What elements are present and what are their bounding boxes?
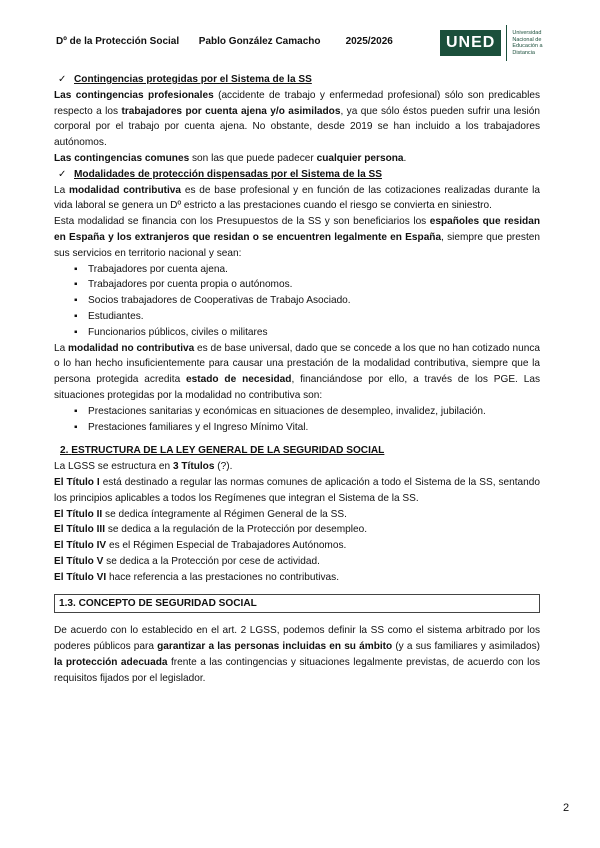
section-heading-concepto: 1.3. CONCEPTO DE SEGURIDAD SOCIAL	[54, 594, 540, 614]
paragraph-concepto: De acuerdo con lo establecido en el art. 2 LGSS, podemos definir la SS como el sistema arbitrado por los poderes públicos para garantizar a las personas incluidas en su ámbito (y a sus familiares y asimilados) la protección adecuada frente a las contingencias y situaciones legalmente previstas, de acuerdo con los requisitos fijados por el legislador.	[54, 625, 540, 684]
paragraph-modalidad-no-contributiva: La modalidad no contributiva es de base universal, dado que se concede a los que no han cotizado nunca o lo han hecho insuficientemente para causar una prestación de la modalidad contributiva, siempre que la persona protegida acredita estado de necesidad, financiándose por ello, a través de los PGE. Las situaciones protegidas por la modalidad no contributiva son:	[54, 342, 540, 401]
header-author: Pablo González Camacho	[198, 36, 321, 47]
situaciones-list	[54, 404, 540, 436]
list-item: ▪ Trabajadores por cuenta ajena.	[74, 262, 540, 278]
header-course: Dº de la Protección Social	[56, 36, 180, 47]
check-icon: ✓	[58, 168, 67, 180]
heading-modalidades: ✓ Modalidades de protección dispensadas por el Sistema de la SS	[54, 167, 540, 183]
paragraph-titulo-1: El Título I está destinado a regular las normas comunes de aplicación a todo el Sistema de la SS, sentando los principios aplicables a todos los Regímenes que integran el Sistema de la SS.	[54, 476, 540, 504]
paragraph-titulo-6: El Título VI hace referencia a las prestaciones no contributivas.	[54, 571, 340, 583]
heading-estructura: 2. ESTRUCTURA DE LA LEY GENERAL DE LA SEGURIDAD SOCIAL	[60, 445, 385, 457]
list-item: ▪ Estudiantes.	[74, 309, 540, 325]
list-item: ▪ Prestaciones sanitarias y económicas en situaciones de desempleo, invalidez, jubilación.	[74, 404, 540, 420]
page-number: 2	[563, 802, 570, 814]
list-item: ▪ Trabajadores por cuenta propia o autónomos.	[74, 277, 540, 293]
list-item: ▪ Socios trabajadores de Cooperativas de Trabajo Asociado.	[74, 293, 540, 309]
check-icon: ✓	[58, 74, 67, 85]
paragraph-modalidad-contributiva: La modalidad contributiva es de base profesional y en función de las cotizaciones realizadas durante la vida laboral se genera un Dº estricto a las prestaciones cuando el riesgo se convierta en siniestro.	[54, 184, 540, 212]
paragraph-titulo-5: El Título V se dedica a la Protección por cese de actividad.	[54, 555, 320, 567]
logo-text: Universidad Nacional de Educación a Distancia	[512, 30, 543, 56]
page-header	[56, 36, 393, 47]
document-body	[54, 72, 540, 686]
paragraph-estructura-intro: La LGSS se estructura en 3 Títulos (?).	[54, 461, 233, 473]
logo-mark: UNED	[440, 30, 501, 56]
list-item: ▪ Prestaciones familiares y el Ingreso Mínimo Vital.	[74, 420, 540, 436]
heading-contingencias: ✓ Contingencias protegidas por el Sistema de la SS	[54, 72, 540, 88]
header-year: 2025/2026	[345, 36, 393, 47]
paragraph-titulo-2: El Título II se dedica íntegramente al Régimen General de la SS.	[54, 508, 347, 520]
uned-logo	[440, 25, 556, 61]
paragraph-titulo-3: El Título III se dedica a la regulación de la Protección por desempleo.	[54, 524, 368, 536]
paragraph-financiacion: Esta modalidad se financia con los Presupuestos de la SS y son beneficiarios los españoles que residan en España y los extranjeros que residan o se encuentren legalmente en España, siempre que presten sus servicios en territorio nacional y sean:	[54, 216, 540, 259]
list-item: ▪ Funcionarios públicos, civiles o militares	[74, 325, 540, 341]
beneficiarios-list	[54, 262, 540, 341]
paragraph-contingencias-profesionales: Las contingencias profesionales (accidente de trabajo y enfermedad profesional) sólo son predicables respecto a los trabajadores por cuenta ajena y/o asimilados, ya que sólo éstos pueden sufrir una lesión corporal por el trabajo por cuenta ajena. No obstante, desde 2019 se han incluido a los trabajadores autónomos.	[54, 89, 540, 149]
paragraph-contingencias-comunes: Las contingencias comunes son las que puede padecer cualquier persona.	[54, 152, 407, 164]
paragraph-titulo-4: El Título IV es el Régimen Especial de Trabajadores Autónomos.	[54, 540, 347, 552]
logo-divider	[506, 25, 507, 61]
